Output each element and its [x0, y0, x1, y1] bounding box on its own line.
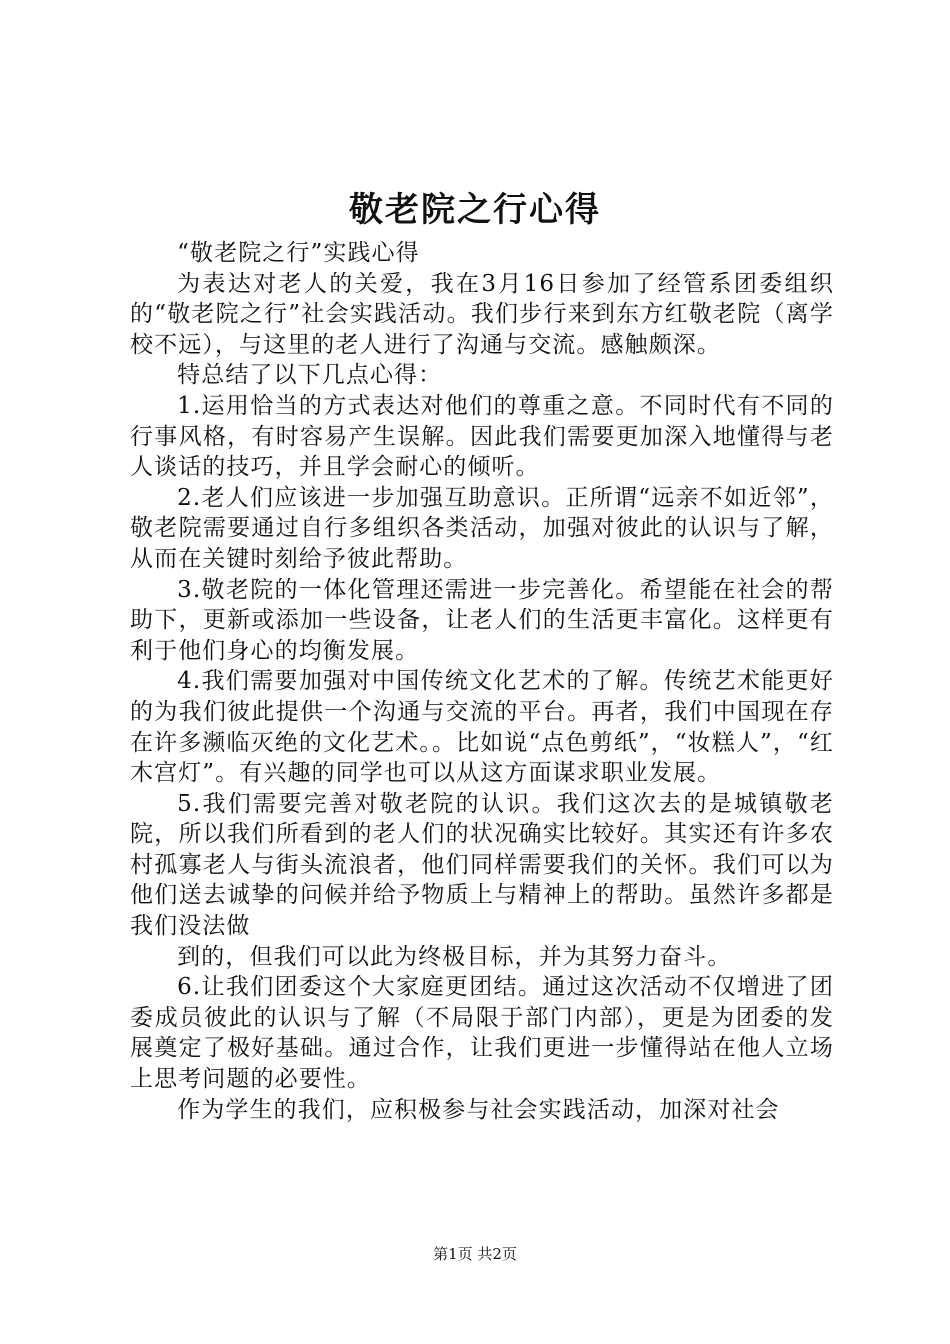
page-footer: 第1页 共2页 [433, 1245, 517, 1263]
point-3-paragraph: 3.敬老院的一体化管理还需进一步完善化。希望能在社会的帮助下，更新或添加一些设备，让老人们的生活更丰富化。这样更有利于他们身心的均衡发展。 [130, 576, 834, 664]
document-body [130, 238, 834, 1125]
point-5-paragraph: 5.我们需要完善对敬老院的认识。我们这次去的是城镇敬老院，所以我们所看到的老人们的状况确实比较好。其实还有许多农村孤寡老人与街头流浪者，他们同样需要我们的关怀。我们可以为他们送去诚挚的问候并给予物质上与精神上的帮助。虽然许多都是我们没法做 [130, 790, 834, 940]
point-1-paragraph: 1.运用恰当的方式表达对他们的尊重之意。不同时代有不同的行事风格，有时容易产生误解。因此我们需要更加深入地懂得与老人谈话的技巧，并且学会耐心的倾听。 [130, 392, 834, 481]
point-2-paragraph: 2.老人们应该进一步加强互助意识。正所谓“远亲不如近邻”，敬老院需要通过自行多组织各类活动，加强对彼此的认识与了解，从而在关键时刻给予彼此帮助。 [130, 484, 834, 572]
point-5-continuation: 到的，但我们可以此为终极目标，并为其努力奋斗。 [177, 943, 732, 970]
intro-paragraph: 为表达对老人的关爱，我在3月16日参加了经管系团委组织的“敬老院之行”社会实践活动。我们步行来到东方红敬老院（离学校不远），与这里的老人进行了沟通与交流。感触颇深。 [130, 270, 834, 358]
summary-lead-paragraph: 特总结了以下几点心得： [177, 362, 443, 389]
point-4-paragraph: 4.我们需要加强对中国传统文化艺术的了解。传统艺术能更好的为我们彼此提供一个沟通与交流的平台。再者，我们中国现在存在许多濒临灭绝的文化艺术。。比如说“点色剪纸”，“妆糕人”，“红木宫灯”。有兴趣的同学也可以从这方面谋求职业发展。 [130, 668, 834, 787]
document-title: 敬老院之行心得 [349, 190, 601, 230]
point-6-paragraph: 6.让我们团委这个大家庭更团结。通过这次活动不仅增进了团委成员彼此的认识与了解（不局限于部门内部），更是为团委的发展奠定了极好基础。通过合作，让我们更进一步懂得站在他人立场上思考问题的必要性。 [130, 974, 834, 1093]
closing-paragraph: 作为学生的我们，应积极参与社会实践活动，加深对社会 [177, 1096, 780, 1123]
subtitle-paragraph: “敬老院之行”实践心得 [177, 240, 420, 266]
